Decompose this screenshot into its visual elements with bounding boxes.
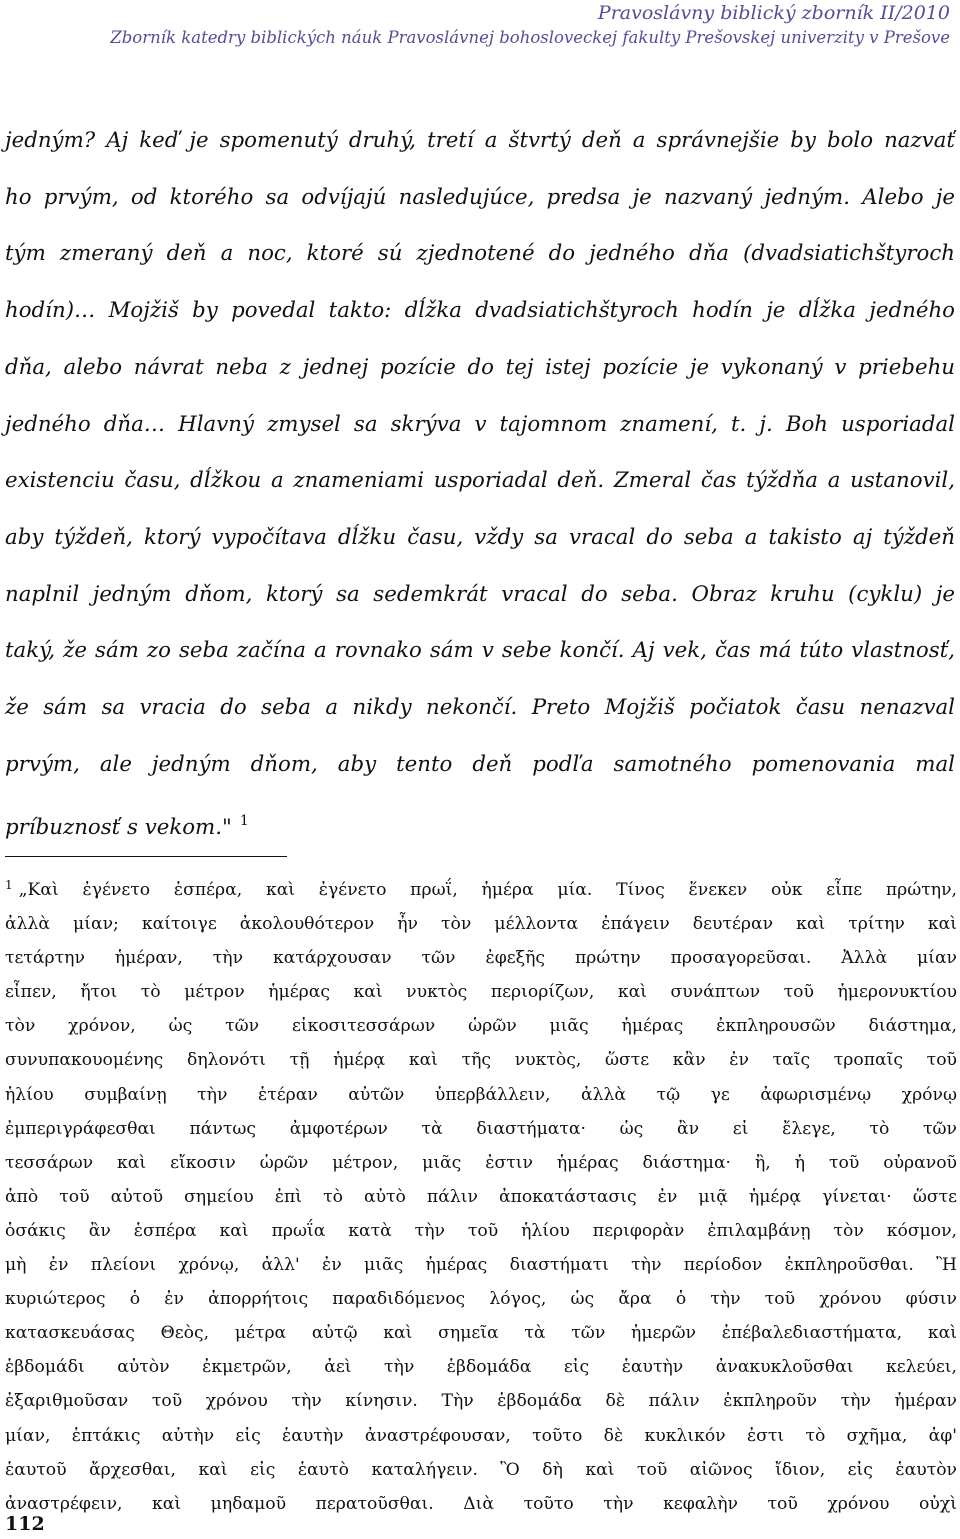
page-number: 112 (5, 1513, 45, 1535)
text-line: dňa, alebo návrat neba z jednej pozície do tej istej pozície je vykonaný v priebehu (5, 354, 955, 380)
footnote-line: ἐμπεριγράφεσθαι πάντως ἀμφοτέρων τὰ διαστήματα· ὡς ἂν εἰ ἔλεγε, τὸ τῶν (5, 1118, 957, 1139)
text-line: že sám sa vracia do seba a nikdy nekončí. Preto Mojžiš počiatok času nenazval (5, 695, 955, 721)
footnote-line: συνυπακουομένης δηλονότι τῇ ἡμέρᾳ καὶ τῆς νυκτὸς, ὥστε κἂν ἐν ταῖς τροπαῖς τοῦ (5, 1050, 957, 1071)
footnote-line: ἑβδομάδι αὐτὸν ἐκμετρῶν, ἀεὶ τὴν ἑβδομάδα εἰς ἑαυτὴν ἀνακυκλοῦσθαι κελεύει, (5, 1357, 957, 1378)
footnote-mark: 1 (5, 878, 13, 892)
publisher-line: Zborník katedry biblických náuk Pravoslávnej bohosloveckej fakulty Prešovskej univerzity v Prešove (110, 28, 950, 47)
footnote-line: ἐξαριθμοῦσαν τοῦ χρόνου τὴν κίνησιν. Τὴν ἑβδομάδα δὲ πάλιν ἐκπληροῦν τὴν ἡμέραν (5, 1391, 957, 1412)
main-text (5, 113, 955, 857)
footnote-line: ἡλίου συμβαίνῃ τὴν ἑτέραν αὐτῶν ὑπερβάλλειν, ἀλλὰ τῷ γε ἀφωρισμένῳ χρόνῳ (5, 1084, 957, 1105)
footnote-line: κυριώτερος ὁ ἐν ἀπορρήτοις παραδιδόμενος λόγος, ὡς ἄρα ὁ τὴν τοῦ χρόνου φύσιν (5, 1289, 957, 1310)
text-line: existenciu času, dĺžkou a znameniami usporiadal deň. Zmeral čas týždňa a ustanovil, (5, 468, 955, 494)
footnote-line: ἀπὸ τοῦ αὐτοῦ σημείου ἐπὶ τὸ αὐτὸ πάλιν ἀποκατάστασις ἐν μιᾷ ἡμέρᾳ γίνεται· ὥστε (5, 1186, 957, 1207)
text-line: taký, že sám zo seba začína a rovnako sám v sebe končí. Aj vek, čas má túto vlastnosť, (5, 638, 955, 664)
footnote-line: εἶπεν, ἤτοι τὸ μέτρον ἡμέρας καὶ νυκτὸς περιορίζων, καὶ συνάπτων τοῦ ἡμερονυκτίου (5, 982, 957, 1003)
text-line: hodín)… Mojžiš by povedal takto: dĺžka dvadsiatichštyroch hodín je dĺžka jedného (5, 298, 955, 324)
footnote-line: τεσσάρων καὶ εἴκοσιν ὡρῶν μέτρον, μιᾶς ἐστιν ἡμέρας διάστημα· ἢ, ἡ τοῦ οὐρανοῦ (5, 1152, 957, 1173)
text-line: jedným? Aj keď je spomenutý druhý, tretí a štvrtý deň a správnejšie by bolo nazvať (5, 128, 955, 153)
text-line: prvým, ale jedným dňom, aby tento deň podľa samotného pomenovania mal (5, 751, 955, 777)
text-line: aby týždeň, ktorý vypočítava dĺžku času, vždy sa vracal do seba a takisto aj týždeň (5, 524, 955, 550)
running-head (20, 0, 950, 51)
text-line: naplnil jedným dňom, ktorý sa sedemkrát vracal do seba. Obraz kruhu (cyklu) je (5, 581, 955, 607)
footnote-line (5, 868, 957, 907)
footnote-line: ἀλλὰ μίαν; καίτοιγε ἀκολουθότερον ἦν τὸν μέλλοντα ἐπάγειν δευτέραν καὶ τρίτην καὶ (5, 914, 957, 935)
footnote-separator (5, 856, 287, 857)
journal-title: Pravoslávny biblický zborník II/2010 (597, 2, 950, 24)
text-line-last-content: príbuznosť s vekom." (5, 815, 232, 841)
footnote-line: τετάρτην ἡμέραν, τὴν κατάρχουσαν τῶν ἐφεξῆς πρώτην προσαγορεῦσαι. Ἀλλὰ μίαν (5, 948, 957, 969)
footnote-line: τὸν χρόνον, ὡς τῶν εἰκοσιτεσσάρων ὡρῶν μιᾶς ἡμέρας ἐκπληρουσῶν διάστημα, (5, 1016, 957, 1037)
footnote (5, 868, 957, 1521)
text-line: jedného dňa… Hlavný zmysel sa skrýva v tajomnom znamení, t. j. Boh usporiadal (5, 411, 955, 437)
text-line-last (5, 793, 955, 857)
text-line: tým zmeraný deň a noc, ktoré sú zjednotené do jedného dňa (dvadsiatichštyroch (5, 241, 955, 267)
footnote-reference[interactable]: 1 (239, 813, 249, 830)
footnote-line: κατασκευάσας Θεὸς, μέτρα αὐτῷ καὶ σημεῖα τὰ τῶν ἡμερῶν ἐπέβαλεδιαστήματα, καὶ (5, 1323, 957, 1344)
footnote-line: ὁσάκις ἂν ἑσπέρα καὶ πρωΐα κατὰ τὴν τοῦ ἡλίου περιφορὰν ἐπιλαμβάνῃ τὸν κόσμον, (5, 1220, 957, 1241)
footnote-line: μὴ ἐν πλείονι χρόνῳ, ἀλλ' ἐν μιᾶς ἡμέρας διαστήματι τὴν περίοδον ἐκπληροῦσθαι. Ἢ (5, 1255, 957, 1276)
text-line: ho prvým, od ktorého sa odvíjajú nasledujúce, predsa je nazvaný jedným. Alebo je (5, 184, 955, 210)
footnote-line: ἑαυτοῦ ἄρχεσθαι, καὶ εἰς ἑαυτὸ καταλήγειν. Ὃ δὴ καὶ τοῦ αἰῶνος ἴδιον, εἰς ἑαυτὸν (5, 1459, 957, 1480)
footnote-line-text: „Καὶ ἐγένετο ἑσπέρα, καὶ ἐγένετο πρωΐ, ἡμέρα μία. Τίνος ἕνεκεν οὐκ εἶπε πρώτην, (18, 880, 957, 900)
footnote-line: ἀναστρέφειν, καὶ μηδαμοῦ περατοῦσθαι. Διὰ τοῦτο τὴν κεφαλὴν τοῦ χρόνου οὐχὶ (5, 1493, 957, 1514)
footnote-line: μίαν, ἑπτάκις αὐτὴν εἰς ἑαυτὴν ἀναστρέφουσαν, τοῦτο δὲ κυκλικόν ἐστι τὸ σχῆμα, ἀφ' (5, 1425, 957, 1446)
